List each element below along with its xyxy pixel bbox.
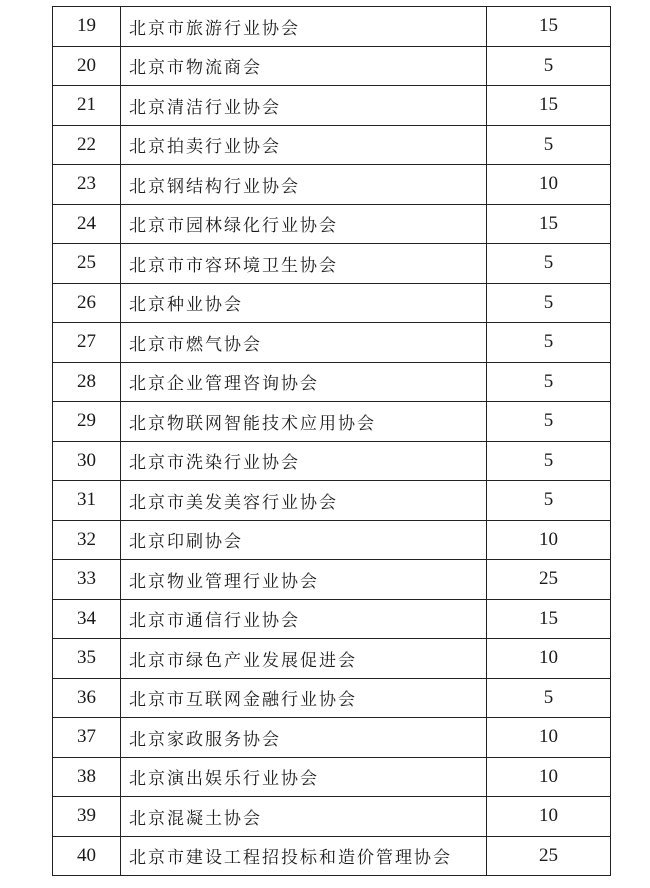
row-number: 34	[53, 599, 121, 639]
row-value: 5	[487, 678, 611, 718]
row-number: 31	[53, 481, 121, 521]
row-number: 36	[53, 678, 121, 718]
association-name: 北京拍卖行业协会	[121, 125, 487, 165]
row-value: 5	[487, 244, 611, 284]
row-value: 5	[487, 402, 611, 442]
row-value: 15	[487, 7, 611, 47]
row-value: 15	[487, 86, 611, 126]
table-row	[53, 362, 611, 402]
row-value: 5	[487, 323, 611, 363]
row-value: 5	[487, 481, 611, 521]
row-number: 24	[53, 204, 121, 244]
row-number: 33	[53, 560, 121, 600]
table-row	[53, 678, 611, 718]
table-row	[53, 520, 611, 560]
table-row	[53, 402, 611, 442]
association-name: 北京市互联网金融行业协会	[121, 678, 487, 718]
association-name: 北京种业协会	[121, 283, 487, 323]
table-row	[53, 7, 611, 47]
association-name: 北京家政服务协会	[121, 718, 487, 758]
association-name: 北京混凝土协会	[121, 797, 487, 837]
table-row	[53, 718, 611, 758]
row-number: 38	[53, 757, 121, 797]
row-number: 22	[53, 125, 121, 165]
association-name: 北京市物流商会	[121, 46, 487, 86]
row-number: 27	[53, 323, 121, 363]
association-name: 北京市洗染行业协会	[121, 441, 487, 481]
table-row	[53, 481, 611, 521]
association-name: 北京市建设工程招投标和造价管理协会	[121, 836, 487, 876]
table-row	[53, 599, 611, 639]
association-name: 北京钢结构行业协会	[121, 165, 487, 205]
row-value: 5	[487, 283, 611, 323]
association-name: 北京物业管理行业协会	[121, 560, 487, 600]
row-number: 35	[53, 639, 121, 679]
association-name: 北京市美发美容行业协会	[121, 481, 487, 521]
association-name: 北京市绿色产业发展促进会	[121, 639, 487, 679]
table-row	[53, 165, 611, 205]
association-name: 北京市通信行业协会	[121, 599, 487, 639]
association-name: 北京印刷协会	[121, 520, 487, 560]
row-number: 19	[53, 7, 121, 47]
row-number: 39	[53, 797, 121, 837]
association-table-container	[52, 6, 610, 876]
row-number: 32	[53, 520, 121, 560]
table-row	[53, 204, 611, 244]
association-name: 北京企业管理咨询协会	[121, 362, 487, 402]
table-row	[53, 639, 611, 679]
association-name: 北京市园林绿化行业协会	[121, 204, 487, 244]
row-number: 21	[53, 86, 121, 126]
association-name: 北京市旅游行业协会	[121, 7, 487, 47]
table-row	[53, 125, 611, 165]
row-number: 40	[53, 836, 121, 876]
row-number: 29	[53, 402, 121, 442]
row-number: 26	[53, 283, 121, 323]
row-value: 25	[487, 836, 611, 876]
table-row	[53, 86, 611, 126]
row-value: 10	[487, 757, 611, 797]
row-value: 10	[487, 718, 611, 758]
association-table	[52, 6, 611, 876]
row-value: 5	[487, 362, 611, 402]
row-value: 10	[487, 520, 611, 560]
table-row	[53, 757, 611, 797]
table-row	[53, 836, 611, 876]
row-value: 15	[487, 204, 611, 244]
row-number: 23	[53, 165, 121, 205]
association-name: 北京清洁行业协会	[121, 86, 487, 126]
row-value: 10	[487, 797, 611, 837]
row-value: 5	[487, 125, 611, 165]
row-value: 5	[487, 441, 611, 481]
row-value: 15	[487, 599, 611, 639]
row-value: 5	[487, 46, 611, 86]
table-row	[53, 441, 611, 481]
row-number: 25	[53, 244, 121, 284]
association-name: 北京市燃气协会	[121, 323, 487, 363]
row-number: 30	[53, 441, 121, 481]
association-name: 北京市市容环境卫生协会	[121, 244, 487, 284]
row-value: 25	[487, 560, 611, 600]
association-name: 北京物联网智能技术应用协会	[121, 402, 487, 442]
table-row	[53, 797, 611, 837]
table-row	[53, 283, 611, 323]
row-number: 37	[53, 718, 121, 758]
table-row	[53, 46, 611, 86]
row-number: 28	[53, 362, 121, 402]
association-name: 北京演出娱乐行业协会	[121, 757, 487, 797]
table-row	[53, 244, 611, 284]
table-row	[53, 323, 611, 363]
table-body	[53, 7, 611, 876]
row-number: 20	[53, 46, 121, 86]
row-value: 10	[487, 165, 611, 205]
table-row	[53, 560, 611, 600]
row-value: 10	[487, 639, 611, 679]
